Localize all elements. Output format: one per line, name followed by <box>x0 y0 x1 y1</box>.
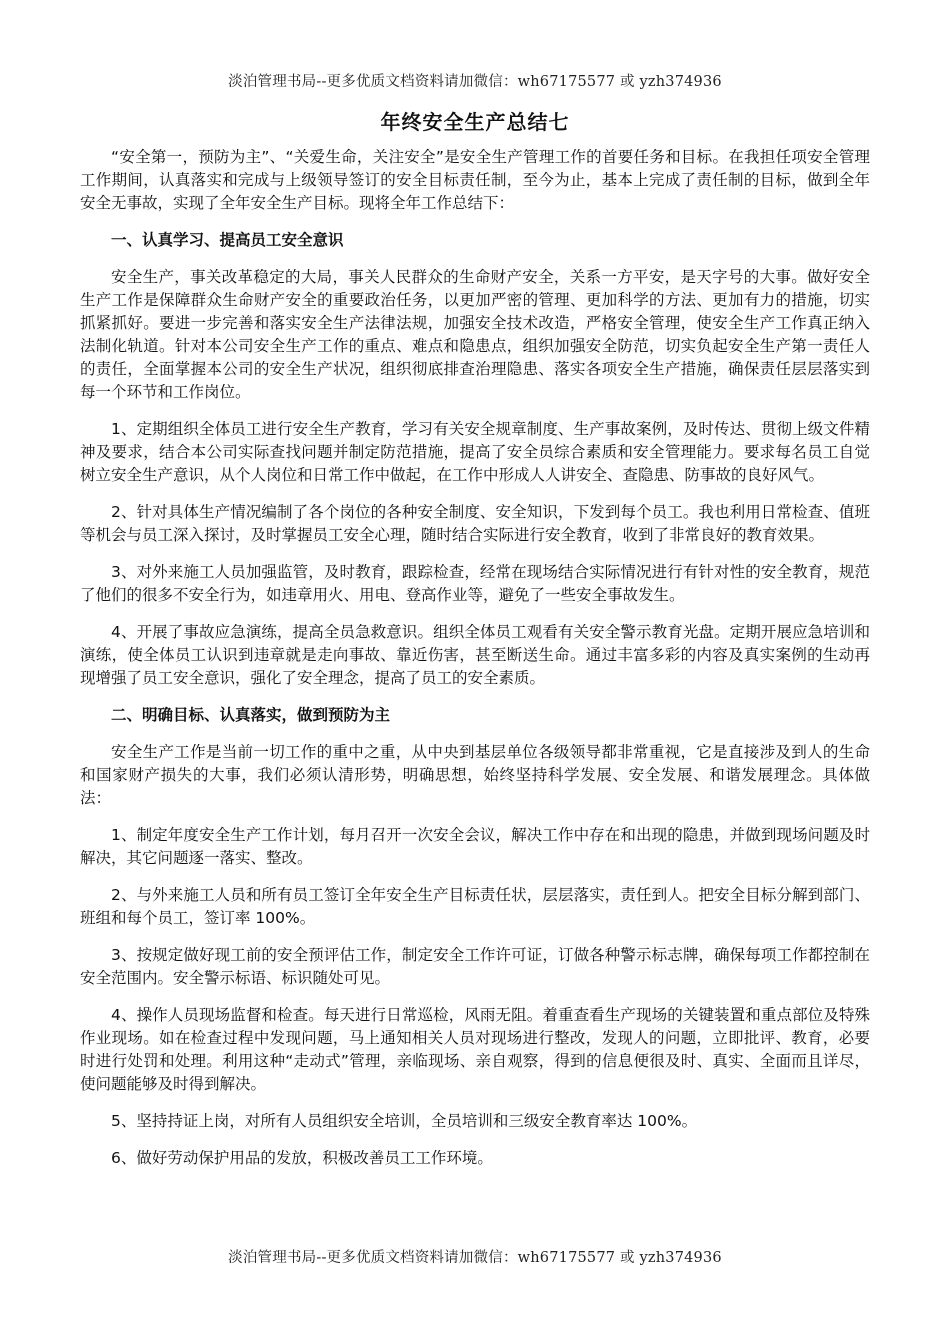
section-heading: 一、认真学习、提高员工安全意识 <box>111 231 344 249</box>
list-item: 4、操作人员现场监督和检查。每天进行日常巡检，风雨无阻。着重查看生产现场的关键装置和重点部位及特殊作业现场。如在检查过程中发现问题，马上通知相关人员对现场进行整改，发现人的问题，立即批评、教育，必要时进行处罚和处理。利用这种“走动式”管理，亲临现场、亲自观察，得到的信息便很及时、真实、全面而且详尽，使问题能够及时得到解决。 <box>80 1006 870 1093</box>
section-heading: 二、明确目标、认真落实，做到预防为主 <box>111 706 391 724</box>
list-item: 3、按规定做好现工前的安全预评估工作，制定安全工作许可证，订做各种警示标志牌，确保每项工作都控制在安全范围内。安全警示标语、标识随处可见。 <box>80 946 870 987</box>
list-item: 2、针对具体生产情况编制了各个岗位的各种安全制度、安全知识，下发到每个员工。我也利用日常检查、值班等机会与员工深入探讨，及时掌握员工安全心理，随时结合实际进行安全教育，收到了非常良好的教育效果。 <box>80 503 870 544</box>
list-item: 2、与外来施工人员和所有员工签订全年安全生产目标责任状，层层落实，责任到人。把安全目标分解到部门、班组和每个员工，签订率 100%。 <box>80 886 870 927</box>
list-item: 5、坚持持证上岗，对所有人员组织安全培训，全员培训和三级安全教育率达 100%。 <box>111 1112 698 1130</box>
list-item: 6、做好劳动保护用品的发放，积极改善员工工作环境。 <box>111 1149 493 1167</box>
list-item: 3、对外来施工人员加强监管，及时教育，跟踪检查，经常在现场结合实际情况进行有针对性的安全教育，规范了他们的很多不安全行为，如违章用火、用电、登高作业等，避免了一些安全事故发生。 <box>80 563 870 604</box>
body-paragraph: 安全生产，事关改革稳定的大局，事关人民群众的生命财产安全，关系一方平安，是天字号的大事。做好安全生产工作是保障群众生命财产安全的重要政治任务，以更加严密的管理、更加科学的方法、更加有力的措施，切实抓紧抓好。要进一步完善和落实安全生产法律法规，加强安全技术改造，严格安全管理，使安全生产工作真正纳入法制化轨道。针对本公司安全生产工作的重点、难点和隐患点，组织加强安全防范，切实负起安全生产第一责任人的责任，全面掌握本公司的安全生产状况，组织彻底排查治理隐患、落实各项安全生产措施，确保责任层层落实到每一个环节和工作岗位。 <box>80 268 870 401</box>
page-footer: 淡泊管理书局--更多优质文档资料请加微信：wh67175577 或 yzh374936 <box>228 1250 722 1266</box>
intro-paragraph: “安全第一，预防为主”、“关爱生命，关注安全”是安全生产管理工作的首要任务和目标。在我担任项安全管理工作期间，认真落实和完成与上级领导签订的安全目标责任制，至今为止，基本上完成了责任制的目标，做到全年安全无事故，实现了全年安全生产目标。现将全年工作总结下： <box>80 148 870 212</box>
document-body <box>80 146 870 1184</box>
list-item: 4、开展了事故应急演练，提高全员急救意识。组织全体员工观看有关安全警示教育光盘。定期开展应急培训和演练，使全体员工认识到违章就是走向事故、靠近伤害，甚至断送生命。通过丰富多彩的内容及真实案例的生动再现增强了员工安全意识，强化了安全理念，提高了员工的安全素质。 <box>80 623 870 687</box>
page-header: 淡泊管理书局--更多优质文档资料请加微信：wh67175577 或 yzh374936 <box>228 74 722 90</box>
list-item: 1、制定年度安全生产工作计划，每月召开一次安全会议，解决工作中存在和出现的隐患，并做到现场问题及时解决，其它问题逐一落实、整改。 <box>80 826 870 867</box>
document-title: 年终安全生产总结七 <box>380 110 570 134</box>
list-item: 1、定期组织全体员工进行安全生产教育，学习有关安全规章制度、生产事故案例，及时传达、贯彻上级文件精神及要求，结合本公司实际查找问题并制定防范措施，提高了安全员综合素质和安全管理能力。要求每名员工自觉树立安全生产意识，从个人岗位和日常工作中做起，在工作中形成人人讲安全、查隐患、防事故的良好风气。 <box>80 420 870 484</box>
body-paragraph: 安全生产工作是当前一切工作的重中之重，从中央到基层单位各级领导都非常重视，它是直接涉及到人的生命和国家财产损失的大事，我们必须认清形势，明确思想，始终坚持科学发展、安全发展、和谐发展理念。具体做法： <box>80 743 870 807</box>
